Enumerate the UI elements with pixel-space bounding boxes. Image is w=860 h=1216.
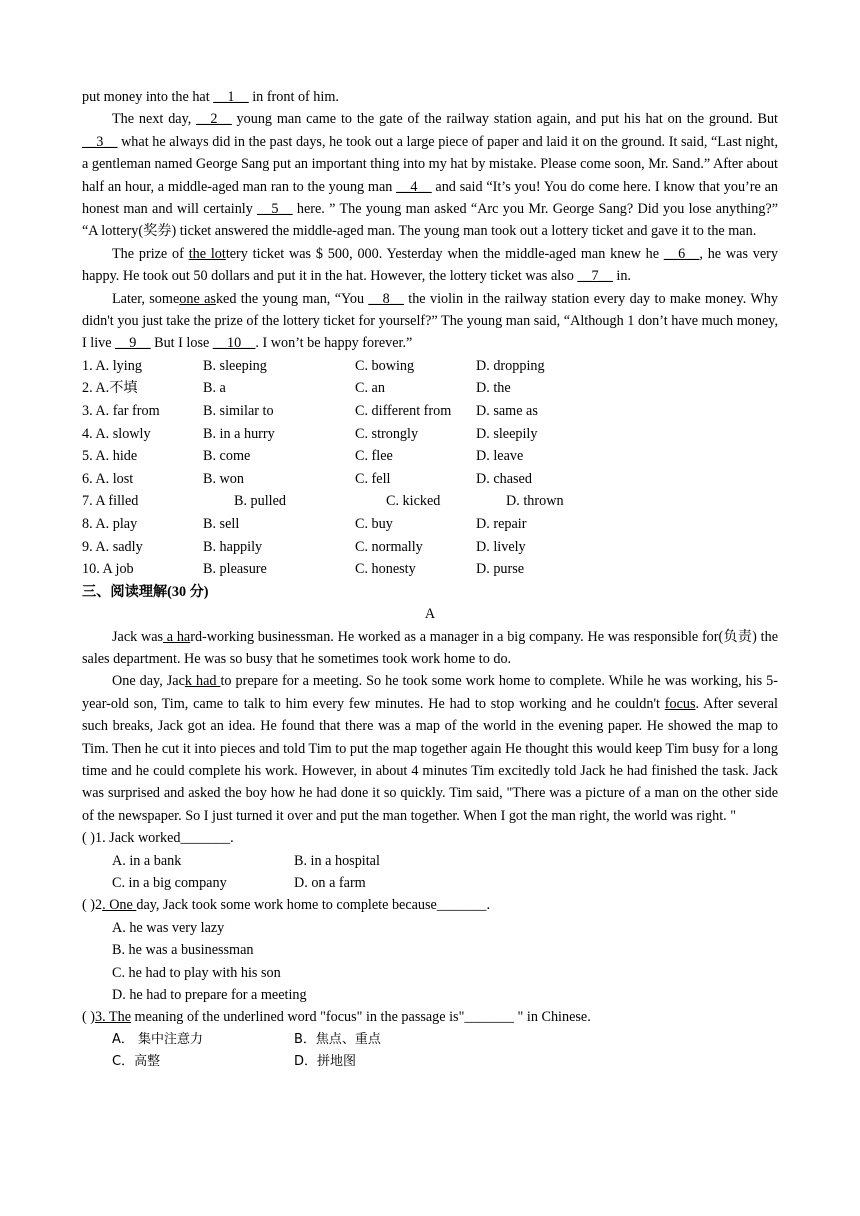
underlined-text: the lot	[188, 245, 226, 262]
text: Later, some	[112, 290, 180, 307]
blank-5: __5__	[257, 201, 293, 218]
option-a: 3. A. far from	[82, 403, 160, 420]
text: and said “It’s you! You do come here. I know that you’re an honest man and will certainly	[82, 178, 778, 218]
option-row-10	[82, 558, 778, 581]
underlined-text: one as	[179, 290, 216, 307]
option-b: B. he was a businessman	[112, 942, 254, 959]
option-a: 5. A. hide	[82, 448, 138, 465]
cloze-paragraph-4	[82, 288, 778, 355]
section-title: 三、阅读理解(30 分)	[82, 583, 209, 600]
blank-10: __10__	[212, 335, 256, 352]
option-row-4	[82, 423, 778, 446]
option-b: B. in a hurry	[203, 425, 275, 442]
option-row-8	[82, 513, 778, 536]
option-c: C. strongly	[355, 425, 419, 442]
option-b: B. won	[203, 470, 244, 487]
option-c: C. bowing	[355, 357, 415, 374]
text: in front of him.	[248, 89, 339, 105]
option-d: D. he had to prepare for a meeting	[112, 987, 307, 1004]
text: The prize of	[112, 245, 189, 262]
option-row-3	[82, 400, 778, 423]
option-d: D. sleepily	[476, 425, 538, 442]
option-c: C. buy	[355, 516, 393, 533]
option-d: D. the	[476, 380, 511, 397]
option-c: C. fell	[355, 470, 391, 487]
text: Jack was	[112, 628, 164, 645]
option-a: 6. A. lost	[82, 470, 134, 487]
option-b: B. similar to	[203, 403, 274, 420]
option-a: 9. A. sadly	[82, 538, 143, 555]
underlined-text: 3. The	[95, 1009, 131, 1026]
text: rd-working businessman. He worked as a manager in a big company. He was responsible for(负责) the sales department. He was so busy that he sometimes took work home to do.	[82, 628, 778, 668]
question-stem: ( )1. Jack worked_______.	[82, 830, 234, 847]
document-content	[82, 86, 778, 1074]
question-2-option-c	[82, 962, 778, 984]
question-2	[82, 894, 778, 916]
option-c: C. in a big company	[112, 875, 227, 892]
reading-paragraph-2	[82, 670, 778, 827]
text: in.	[612, 268, 631, 285]
blank-1: __1__	[213, 89, 249, 105]
text: to prepare for a meeting. So he took some work home to complete. While he was working, his 5-year-old son, Tim, came to talk to him every few minutes. He had to stop working and he couldn't	[82, 673, 778, 712]
option-d: D. on a farm	[294, 875, 366, 892]
option-c: C. honesty	[355, 561, 416, 578]
option-d: D. thrown	[506, 493, 564, 510]
option-row-7	[82, 490, 778, 513]
option-c: C. kicked	[386, 493, 441, 510]
cloze-paragraph-2	[82, 108, 778, 242]
text: . After several such breaks, Jack got an idea. He found that there was a map of the world in the evening paper. He showed the map to Tim. Then he cut it into pieces and told Tim to put the map together again He thought this would keep Tim busy for a long time and he could complete his work. However, in about 4 minutes Tim excitedly told Jack he had finished the task. Jack was surprised and asked the boy how he had done it so quickly. Tim said, "There was a picture of a man on the other side of the newspaper. So I just turned it over and put the man together. When I got the man right, the world was right. "	[82, 695, 779, 824]
text: the violin in the railway station every day to make money. Why didn't you just take the prize of the lottery ticket for yourself?” The young man said, “Although 1 don’t have much money, I live	[82, 290, 778, 352]
option-b: B. pulled	[234, 493, 287, 510]
option-a: 4. A. slowly	[82, 425, 151, 442]
option-row-1	[82, 355, 778, 378]
focus-word: focus	[664, 695, 696, 712]
question-stem: meaning of the underlined word "focus" in the passage is"_______ " in Chinese.	[131, 1009, 591, 1026]
question-stem: ( )	[82, 1009, 95, 1026]
option-row-9	[82, 536, 778, 559]
blank-4: __4__	[396, 178, 432, 195]
blank-9: __9__	[115, 335, 151, 352]
option-row-6	[82, 468, 778, 491]
option-d: D. leave	[476, 448, 524, 465]
option-a: A. he was very lazy	[112, 919, 225, 936]
option-a: 7. A filled	[82, 493, 139, 510]
option-row-2	[82, 377, 778, 400]
text: ked the young man, “You	[215, 290, 369, 307]
text: here. ” The young man asked “Arc you Mr. George Sang? Did you lose anything?” “A lottery(奖券) ticket answered the middle-aged man. The young man took out a lottery ticket and gave it to the man.	[82, 201, 779, 240]
text: One day, Jac	[112, 673, 185, 690]
text: , he was very happy. He took out 50 dollars and put it in the hat. However, the lottery ticket was also	[82, 245, 778, 285]
option-c: C. normally	[355, 538, 423, 555]
option-b: B. come	[203, 448, 251, 465]
text: young man came to the gate of the railway station again, and put his hat on the ground. But	[231, 111, 778, 128]
blank-7: __7__	[577, 268, 613, 285]
text: . I won’t be happy forever.”	[255, 335, 413, 352]
question-3-options-row-2	[82, 1051, 778, 1073]
option-a: A. in a bank	[112, 852, 182, 869]
blank-2: __2__	[196, 111, 232, 128]
option-d: D. dropping	[476, 357, 545, 374]
option-a: 8. A. play	[82, 516, 138, 533]
text: tery ticket was $ 500, 000. Yesterday when the middle-aged man knew he	[225, 245, 664, 262]
option-d: D. lively	[476, 538, 526, 555]
option-c: C．高整	[112, 1054, 161, 1070]
text: But I lose	[150, 335, 213, 352]
underlined-text: . One	[102, 897, 137, 914]
option-b: B. happily	[203, 538, 263, 555]
option-b: B. in a hospital	[294, 852, 380, 869]
question-stem: ( )2	[82, 897, 103, 914]
question-3	[82, 1006, 778, 1028]
blank-6: __6__	[663, 245, 700, 262]
option-c: C. an	[355, 380, 385, 397]
option-d: D. same as	[476, 403, 538, 420]
underlined-text: a ha	[163, 628, 191, 645]
question-1-options-row-1	[82, 850, 778, 872]
option-b: B. sell	[203, 516, 240, 533]
underlined-text: k had	[184, 673, 221, 690]
text: put money into the hat	[82, 89, 214, 105]
option-a: 2. A.不填	[82, 380, 138, 397]
option-b: B. a	[203, 380, 226, 397]
question-stem: day, Jack took some work home to complete because_______.	[136, 897, 491, 914]
option-d: D. chased	[476, 470, 532, 487]
text: The next day,	[112, 111, 197, 128]
question-1	[82, 827, 778, 849]
option-c: C. he had to play with his son	[112, 964, 281, 981]
question-2-option-a	[82, 917, 778, 939]
text: what he always did in the past days, he took out a large piece of paper and laid it on the ground. It said, “Last night, a gentleman named George Sang put an important thing into my hat by mistake. Please come soon, Mr. Sand.” After about half an hour, a middle-aged man ran to the young man	[82, 133, 778, 195]
blank-8: __8__	[368, 290, 404, 307]
option-c: C. different from	[355, 403, 452, 420]
blank-3: __3__	[82, 133, 118, 150]
option-a: 10. A job	[82, 561, 134, 578]
option-d: D. repair	[476, 516, 527, 533]
passage-label: A	[424, 606, 436, 623]
question-1-options-row-2	[82, 872, 778, 894]
option-b: B．焦点、重点	[294, 1031, 381, 1047]
option-d: D．拼地图	[294, 1054, 357, 1070]
option-a: 1. A. lying	[82, 357, 142, 374]
question-3-options-row-1	[82, 1029, 778, 1051]
cloze-paragraph-3	[82, 243, 778, 288]
option-b: B. pleasure	[203, 561, 267, 578]
option-c: C. flee	[355, 448, 393, 465]
cloze-paragraph-1-end	[82, 86, 778, 108]
cloze-options	[82, 355, 778, 581]
option-a: A． 集中注意力	[112, 1031, 204, 1047]
question-2-option-b	[82, 939, 778, 961]
reading-paragraph-1	[82, 626, 778, 671]
option-b: B. sleeping	[203, 357, 267, 374]
question-2-option-d	[82, 984, 778, 1006]
option-d: D. purse	[476, 561, 525, 578]
option-row-5	[82, 445, 778, 468]
